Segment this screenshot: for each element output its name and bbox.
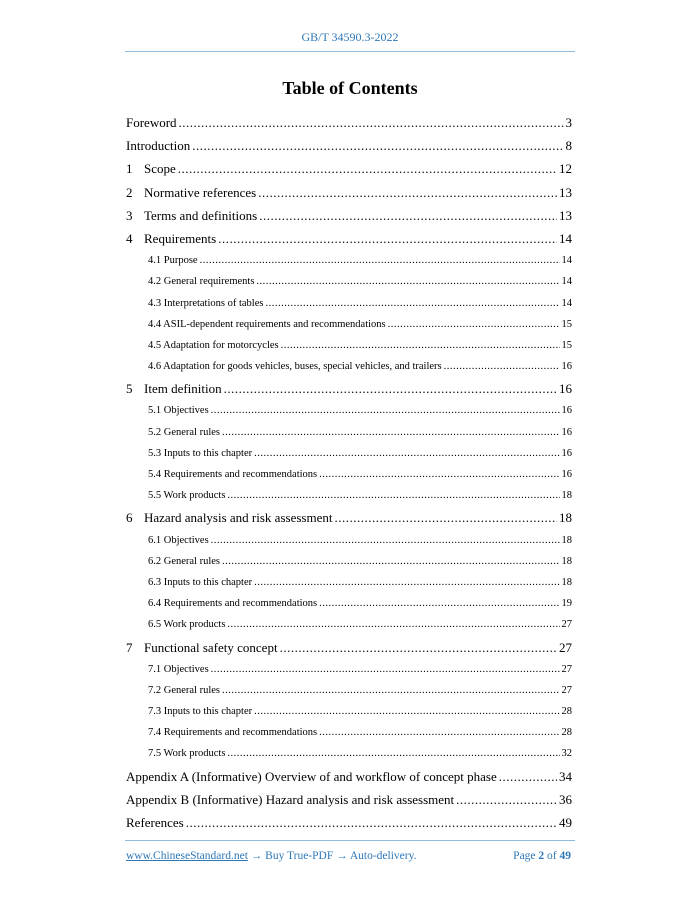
dot-leader <box>227 485 559 506</box>
toc-entry-page: 13 <box>559 184 572 200</box>
dot-leader <box>254 701 559 722</box>
toc-entry[interactable] <box>126 765 572 788</box>
toc-entry-label <box>148 464 317 485</box>
toc-entry-label <box>126 506 332 529</box>
dot-leader <box>192 134 563 157</box>
toc-entry-page: 18 <box>559 510 572 526</box>
toc-entry[interactable] <box>126 485 572 506</box>
toc-entry-text: 4.6 Adaptation for goods vehicles, buses, special vehicles, and trailers <box>148 361 442 373</box>
document-standard-code: GB/T 34590.3-2022 <box>301 30 399 44</box>
dot-leader <box>456 788 557 811</box>
toc-entry[interactable] <box>126 811 572 834</box>
dot-leader <box>499 765 557 788</box>
toc-entry-label <box>148 593 317 614</box>
toc-entry[interactable] <box>126 593 572 614</box>
toc-entry-label <box>148 250 198 271</box>
toc-entry-text: Appendix B (Informative) Hazard analysis and risk assessment <box>126 791 455 807</box>
toc-entry-page: 49 <box>559 815 572 830</box>
toc-entry-page: 15 <box>561 318 572 330</box>
toc-entry-text: Normative references <box>144 184 257 200</box>
dot-leader <box>222 551 559 572</box>
toc-entry-label <box>148 659 209 680</box>
toc-entry-text: 4.5 Adaptation for motorcycles <box>148 339 279 351</box>
toc-entry-number: 2 <box>126 184 133 200</box>
toc-entry-page: 32 <box>561 748 572 760</box>
toc-entry-label <box>126 227 216 250</box>
toc-entry-text: References <box>126 815 184 830</box>
table-of-contents <box>126 111 572 834</box>
toc-entry[interactable] <box>126 157 572 180</box>
toc-entry-label <box>148 743 225 764</box>
dot-leader <box>265 293 559 314</box>
toc-entry-page: 19 <box>561 598 572 610</box>
toc-entry-label <box>126 181 256 204</box>
toc-entry-page: 27 <box>561 663 572 675</box>
dot-leader <box>319 464 559 485</box>
dot-leader <box>211 400 560 421</box>
toc-entry-label <box>126 811 184 834</box>
toc-entry-text: 5.5 Work products <box>148 490 226 502</box>
toc-entry[interactable] <box>126 271 572 292</box>
toc-entry[interactable] <box>126 722 572 743</box>
toc-entry-page: 18 <box>561 576 572 588</box>
page-prefix: Page <box>513 850 539 862</box>
footer-promo <box>126 850 416 862</box>
toc-entry[interactable] <box>126 134 572 157</box>
toc-entry-page: 16 <box>561 405 572 417</box>
toc-entry-page: 15 <box>561 339 572 351</box>
toc-entry[interactable] <box>126 614 572 635</box>
dot-leader <box>227 614 559 635</box>
toc-entry-text: 7.2 General rules <box>148 684 221 696</box>
toc-entry[interactable] <box>126 356 572 377</box>
toc-entry-label <box>148 271 254 292</box>
toc-entry-label <box>148 314 386 335</box>
toc-entry-text: 7.4 Requirements and recommendations <box>148 727 318 739</box>
dot-leader <box>222 680 559 701</box>
toc-entry-page: 3 <box>565 115 572 130</box>
dot-leader <box>178 157 557 180</box>
toc-entry-text: 6.2 General rules <box>148 555 221 567</box>
toc-entry-number: 5 <box>126 381 133 397</box>
toc-entry-label <box>126 765 497 788</box>
toc-entry-number: 1 <box>126 161 133 177</box>
footer-divider <box>125 840 575 841</box>
toc-entry-text: 5.3 Inputs to this chapter <box>148 447 253 459</box>
toc-entry-page: 16 <box>561 447 572 459</box>
page-of: of <box>544 850 560 862</box>
toc-entry[interactable] <box>126 335 572 356</box>
dot-leader <box>319 722 559 743</box>
dot-leader <box>254 443 559 464</box>
toc-entry-label <box>126 111 177 134</box>
dot-leader <box>258 181 557 204</box>
toc-entry-page: 36 <box>559 791 572 807</box>
page-indicator <box>513 850 571 862</box>
dot-leader <box>200 250 560 271</box>
dot-leader <box>222 422 559 443</box>
dot-leader <box>211 659 560 680</box>
dot-leader <box>281 335 560 356</box>
toc-entry-text: Appendix A (Informative) Overview of and workflow of concept phase <box>126 768 497 784</box>
dot-leader <box>254 572 559 593</box>
toc-entry-page: 28 <box>561 706 572 718</box>
dot-leader <box>186 811 557 834</box>
page-number: 2 <box>538 850 545 862</box>
toc-entry-text: Requirements <box>144 230 217 246</box>
toc-entry-page: 18 <box>561 534 572 546</box>
toc-entry-label <box>126 204 257 227</box>
toc-entry-page: 14 <box>561 255 572 267</box>
toc-entry-page: 27 <box>559 639 572 655</box>
toc-entry-page: 27 <box>561 619 572 631</box>
toc-entry-label <box>126 134 190 157</box>
toc-entry-text: 6.3 Inputs to this chapter <box>148 576 253 588</box>
toc-entry-text: 4.2 General requirements <box>148 276 255 288</box>
header-divider <box>125 51 575 52</box>
dot-leader <box>218 227 557 250</box>
toc-entry[interactable] <box>126 636 572 659</box>
toc-entry-page: 14 <box>559 230 572 246</box>
toc-entry-page: 8 <box>565 138 572 154</box>
toc-entry-page: 18 <box>561 490 572 502</box>
toc-entry[interactable] <box>126 788 572 811</box>
toc-entry-text: 4.3 Interpretations of tables <box>148 297 264 309</box>
footer-tagline: → Buy True-PDF → Auto-delivery. <box>247 850 417 862</box>
toc-entry-label <box>126 636 278 659</box>
toc-entry-label <box>148 422 220 443</box>
toc-entry-label <box>148 356 442 377</box>
toc-entry-label <box>148 722 317 743</box>
toc-entry-label <box>148 485 225 506</box>
dot-leader <box>211 530 560 551</box>
toc-entry-number: 4 <box>126 230 133 246</box>
toc-entry[interactable] <box>126 293 572 314</box>
dot-leader <box>280 636 557 659</box>
toc-entry-page: 16 <box>559 381 572 397</box>
website-link[interactable]: www.ChineseStandard.net <box>126 850 248 862</box>
toc-entry-text: Foreword <box>126 115 177 130</box>
toc-entry[interactable] <box>126 250 572 271</box>
toc-entry[interactable] <box>126 464 572 485</box>
toc-entry-label <box>126 377 222 400</box>
toc-entry-text: 7.3 Inputs to this chapter <box>148 706 253 718</box>
dot-leader <box>179 111 564 134</box>
page-title: Table of Contents <box>282 78 418 98</box>
toc-entry-page: 28 <box>561 727 572 739</box>
toc-entry[interactable] <box>126 443 572 464</box>
dot-leader <box>319 593 559 614</box>
toc-entry[interactable] <box>126 377 572 400</box>
toc-entry-page: 16 <box>561 469 572 480</box>
toc-entry-page: 27 <box>561 684 572 696</box>
toc-entry[interactable] <box>126 572 572 593</box>
toc-entry-text: Introduction <box>126 138 191 154</box>
page-total: 49 <box>559 850 571 862</box>
toc-entry-label <box>148 443 252 464</box>
dot-leader <box>224 377 557 400</box>
toc-entry-text: 5.4 Requirements and recommendations <box>148 469 318 480</box>
toc-entry[interactable] <box>126 701 572 722</box>
toc-entry[interactable] <box>126 530 572 551</box>
toc-entry-page: 34 <box>559 768 572 784</box>
toc-entry-text: 4.1 Purpose <box>148 255 198 267</box>
dot-leader <box>256 271 559 292</box>
toc-entry[interactable] <box>126 181 572 204</box>
toc-entry[interactable] <box>126 227 572 250</box>
toc-entry[interactable] <box>126 659 572 680</box>
toc-entry-text: Functional safety concept <box>144 639 278 655</box>
toc-entry-page: 13 <box>559 207 572 223</box>
toc-entry-text: Terms and definitions <box>144 207 258 223</box>
dot-leader <box>259 204 557 227</box>
toc-entry[interactable] <box>126 400 572 421</box>
toc-entry-text: 5.1 Objectives <box>148 405 209 417</box>
toc-entry-label <box>126 157 176 180</box>
dot-leader <box>388 314 560 335</box>
toc-entry[interactable] <box>126 506 572 529</box>
toc-entry-number: 3 <box>126 207 133 223</box>
dot-leader <box>227 743 559 764</box>
toc-entry-label <box>148 701 252 722</box>
toc-entry-label <box>148 680 220 701</box>
toc-entry-page: 16 <box>561 361 572 373</box>
toc-entry-text: 7.1 Objectives <box>148 663 209 675</box>
toc-entry[interactable] <box>126 314 572 335</box>
toc-entry-label <box>148 572 252 593</box>
toc-entry-text: 6.4 Requirements and recommendations <box>148 598 318 610</box>
toc-entry-text: 7.5 Work products <box>148 748 226 760</box>
toc-entry-page: 14 <box>561 297 572 309</box>
toc-entry-text: 5.2 General rules <box>148 426 221 438</box>
toc-entry-text: 6.1 Objectives <box>148 534 209 546</box>
toc-entry-number: 6 <box>126 510 133 526</box>
toc-entry-text: Item definition <box>144 381 222 397</box>
toc-entry-label <box>148 335 279 356</box>
dot-leader <box>334 506 557 529</box>
toc-entry[interactable] <box>126 743 572 764</box>
toc-entry-page: 16 <box>561 426 572 438</box>
toc-entry-page: 12 <box>559 161 572 177</box>
toc-entry-label <box>148 400 209 421</box>
toc-entry[interactable] <box>126 422 572 443</box>
toc-entry-label <box>148 530 209 551</box>
toc-entry-text: 4.4 ASIL-dependent requirements and recommendations <box>148 318 386 330</box>
toc-entry[interactable] <box>126 204 572 227</box>
toc-entry-label <box>148 293 263 314</box>
toc-entry-label <box>126 788 454 811</box>
toc-entry-label <box>148 614 225 635</box>
toc-entry[interactable] <box>126 551 572 572</box>
dot-leader <box>444 356 560 377</box>
toc-entry[interactable] <box>126 680 572 701</box>
toc-entry-label <box>148 551 220 572</box>
toc-entry-number: 7 <box>126 639 133 655</box>
toc-entry[interactable] <box>126 111 572 134</box>
toc-entry-text: 6.5 Work products <box>148 619 226 631</box>
toc-entry-page: 18 <box>561 555 572 567</box>
toc-entry-text: Scope <box>144 161 176 177</box>
toc-entry-page: 14 <box>561 276 572 288</box>
toc-entry-text: Hazard analysis and risk assessment <box>144 510 333 526</box>
